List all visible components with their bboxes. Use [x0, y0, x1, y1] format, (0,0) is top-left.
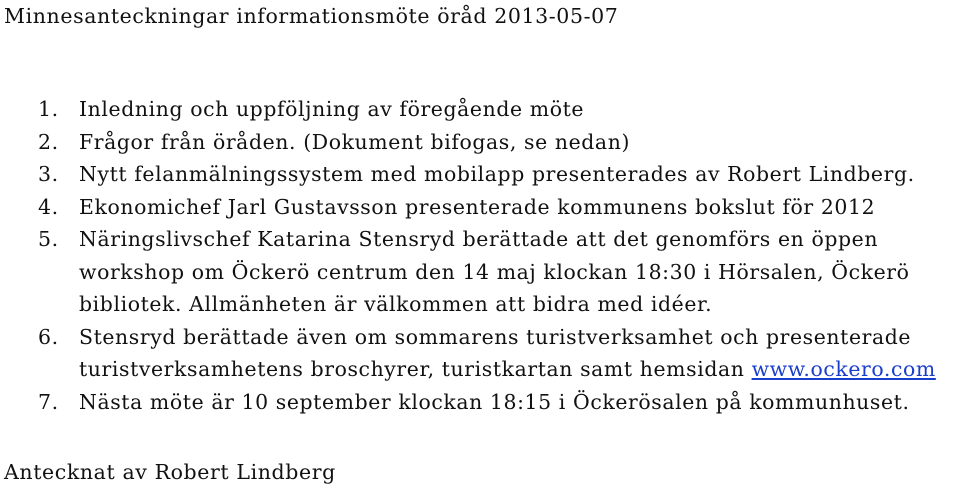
- item-text: Nytt felanmälningssystem med mobilapp presenterades av Robert Lindberg.: [79, 162, 915, 186]
- website-link[interactable]: www.ockero.com: [751, 357, 936, 381]
- agenda-list: [0, 93, 960, 418]
- list-item: [0, 191, 960, 224]
- item-number: 3.: [38, 162, 59, 186]
- item-text: bibliotek. Allmänheten är välkommen att bidra med idéer.: [79, 292, 713, 316]
- document-title: Minnesanteckningar informationsmöte öråd 2013-05-07: [4, 4, 619, 28]
- item-text: workshop om Öckerö centrum den 14 maj klockan 18:30 i Hörsalen, Öckerö: [79, 259, 910, 284]
- item-text: Näringslivschef Katarina Stensryd berättade att det genomförs en öppen: [79, 227, 879, 251]
- item-text: Ekonomichef Jarl Gustavsson presenterade kommunens bokslut för 2012: [79, 194, 876, 219]
- item-text: Frågor från öråden. (Dokument bifogas, se nedan): [79, 129, 631, 154]
- list-item: [0, 223, 960, 321]
- item-text-with-link: [79, 353, 956, 386]
- list-item: [0, 321, 960, 386]
- item-text: Inledning och uppföljning av föregående möte: [79, 97, 585, 121]
- item-number: 4.: [38, 194, 59, 219]
- item-number: 6.: [38, 324, 59, 349]
- item-number: 2.: [38, 129, 59, 154]
- author-note: Antecknat av Robert Lindberg: [4, 460, 336, 484]
- item-text: Stensryd berättade även om sommarens turistverksamhet och presenterade: [79, 324, 912, 349]
- item-number: 5.: [38, 227, 59, 251]
- item-number: 7.: [38, 389, 59, 414]
- item-text: Nästa möte är 10 september klockan 18:15 i Öckerösalen på kommunhuset.: [79, 389, 910, 414]
- list-item: [0, 386, 960, 419]
- list-item: [0, 126, 960, 159]
- item-text: turistverksamhetens broschyrer, turistkartan samt hemsidan: [79, 357, 745, 381]
- list-item: [0, 93, 960, 126]
- item-number: 1.: [38, 97, 59, 121]
- list-item: [0, 158, 960, 191]
